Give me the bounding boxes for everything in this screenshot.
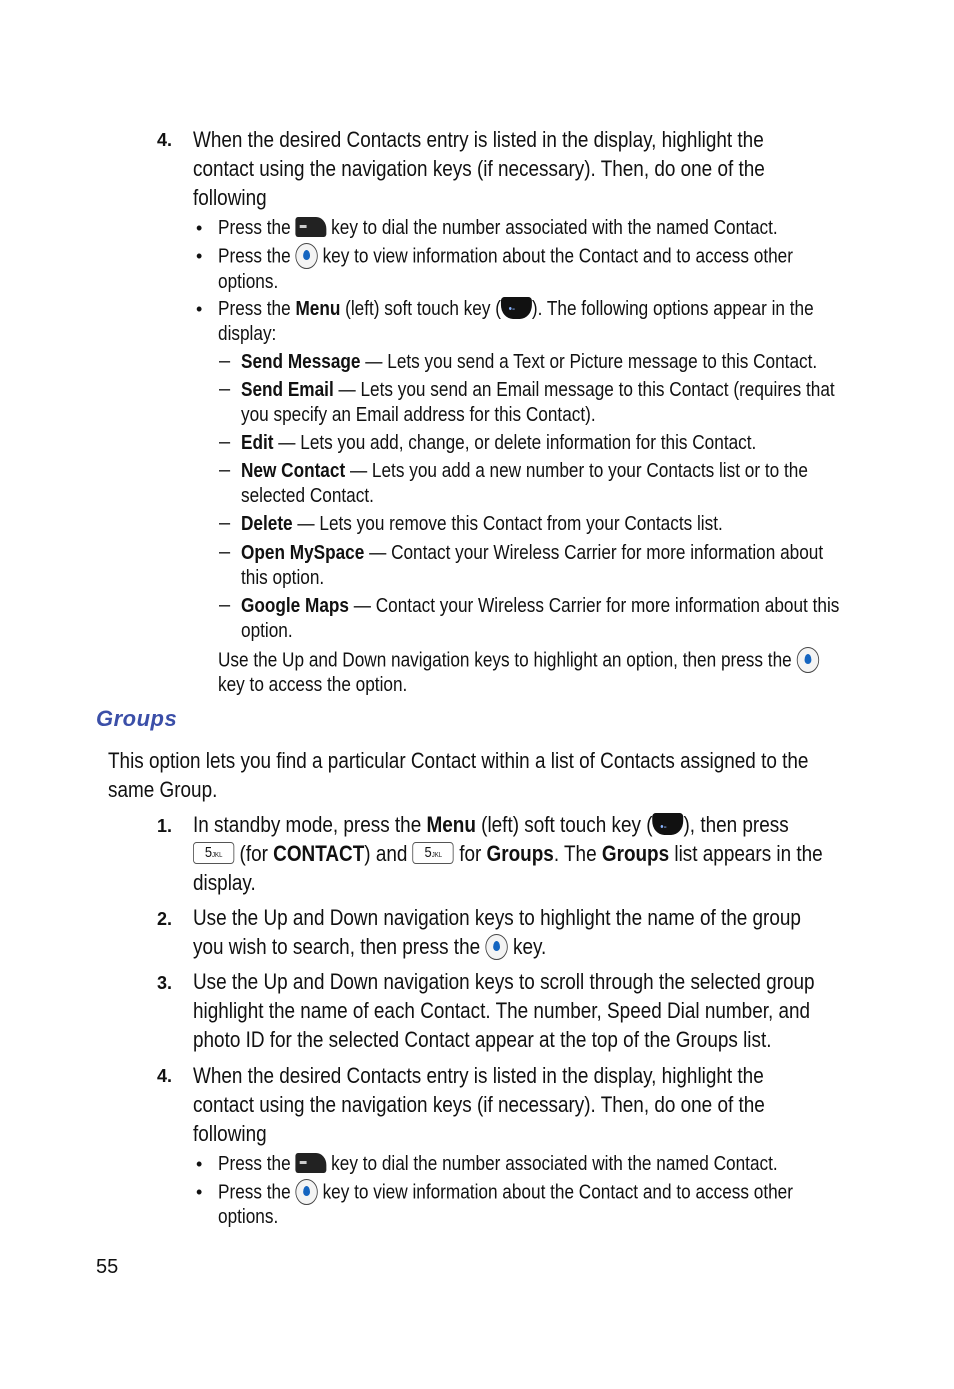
- dash: –: [219, 350, 231, 372]
- option-item: Google Maps — Contact your Wireless Carrier for more information about this: [241, 595, 840, 617]
- option-item: Edit — Lets you add, change, or delete information for this Contact.: [241, 432, 757, 454]
- bullet: •: [196, 246, 203, 266]
- step-text: you wish to search, then press the key.: [193, 934, 547, 959]
- bullet-text: options.: [218, 271, 279, 293]
- dash: –: [219, 512, 231, 534]
- step-text: When the desired Contacts entry is listed in the display, highlight the: [193, 1063, 764, 1088]
- option-item: Delete — Lets you remove this Contact from your Contacts list.: [241, 513, 723, 535]
- dash: –: [219, 541, 231, 563]
- option-item: selected Contact.: [241, 485, 374, 507]
- page-number: 55: [96, 1256, 119, 1278]
- option-item: this option.: [241, 567, 325, 589]
- send-key-icon: [295, 1153, 326, 1173]
- step-number: 4.: [157, 1066, 173, 1086]
- bullet-text: options.: [218, 1206, 279, 1228]
- five-key-icon: 5JKL: [193, 842, 234, 864]
- instruction-text: key to access the option.: [218, 674, 408, 696]
- bullet-text: Press the key to view information about the Contact and to access other: [218, 1180, 793, 1206]
- dash: –: [219, 378, 231, 400]
- option-item: Send Message — Lets you send a Text or Picture message to this Contact.: [241, 351, 818, 373]
- bullet-text: Press the key to view information about the Contact and to access other: [218, 244, 793, 270]
- ok-key-icon: [796, 647, 818, 673]
- ok-key-icon: [295, 1179, 317, 1205]
- step-number: 3.: [157, 973, 173, 993]
- option-item: option.: [241, 620, 293, 642]
- step-text: contact using the navigation keys (if necessary). Then, do one of the: [193, 1092, 765, 1117]
- option-item: New Contact — Lets you add a new number to your Contacts list or to the: [241, 460, 808, 482]
- dash: –: [219, 431, 231, 453]
- instruction-text: Use the Up and Down navigation keys to highlight an option, then press the: [218, 648, 819, 674]
- send-key-icon: [295, 217, 326, 237]
- bullet-text: Press the key to dial the number associated with the named Contact.: [218, 217, 778, 239]
- step-text: Use the Up and Down navigation keys to scroll through the selected group: [193, 969, 815, 994]
- five-key-icon: 5JKL: [413, 842, 454, 864]
- step-text: display.: [193, 870, 256, 895]
- step-text: highlight the name of each Contact. The number, Speed Dial number, and: [193, 998, 811, 1023]
- option-item: Send Email — Lets you send an Email message to this Contact (requires that: [241, 379, 835, 401]
- step-text: following: [193, 185, 267, 210]
- ok-key-icon: [485, 934, 507, 960]
- option-item: you specify an Email address for this Contact).: [241, 404, 596, 426]
- intro-text: This option lets you find a particular Contact within a list of Contacts assigned to the: [108, 748, 809, 773]
- bullet: •: [196, 299, 203, 319]
- step-text: 5JKL (for CONTACT) and 5JKL for Groups. The Groups list appears in the: [193, 839, 823, 868]
- step-number: 4.: [157, 130, 173, 150]
- bullet: •: [196, 1182, 203, 1202]
- step-text: contact using the navigation keys (if necessary). Then, do one of the: [193, 156, 765, 181]
- bullet-text: Press the key to dial the number associated with the named Contact.: [218, 1153, 778, 1175]
- bullet: •: [196, 218, 203, 238]
- ok-key-icon: [295, 243, 317, 269]
- intro-text: same Group.: [108, 777, 218, 802]
- step-text: Use the Up and Down navigation keys to highlight the name of the group: [193, 905, 801, 930]
- section-heading: Groups: [96, 706, 178, 731]
- step-text: following: [193, 1121, 267, 1146]
- dash: –: [219, 594, 231, 616]
- step-text: In standby mode, press the Menu (left) soft touch key (•- ), then press: [193, 810, 789, 839]
- step-text: When the desired Contacts entry is listed in the display, highlight the: [193, 127, 764, 152]
- option-item: Open MySpace — Contact your Wireless Carrier for more information about: [241, 542, 824, 564]
- step-number: 1.: [157, 816, 173, 836]
- bullet-text: Press the Menu (left) soft touch key (•- ). The following options appear in the: [218, 297, 814, 322]
- bullet-text: display:: [218, 323, 277, 345]
- step-number: 2.: [157, 909, 173, 929]
- menu-soft-key-icon: [501, 297, 532, 319]
- step-text: photo ID for the selected Contact appear at the top of the Groups list.: [193, 1027, 772, 1052]
- menu-soft-key-icon: [653, 813, 684, 835]
- bullet: •: [196, 1154, 203, 1174]
- dash: –: [219, 459, 231, 481]
